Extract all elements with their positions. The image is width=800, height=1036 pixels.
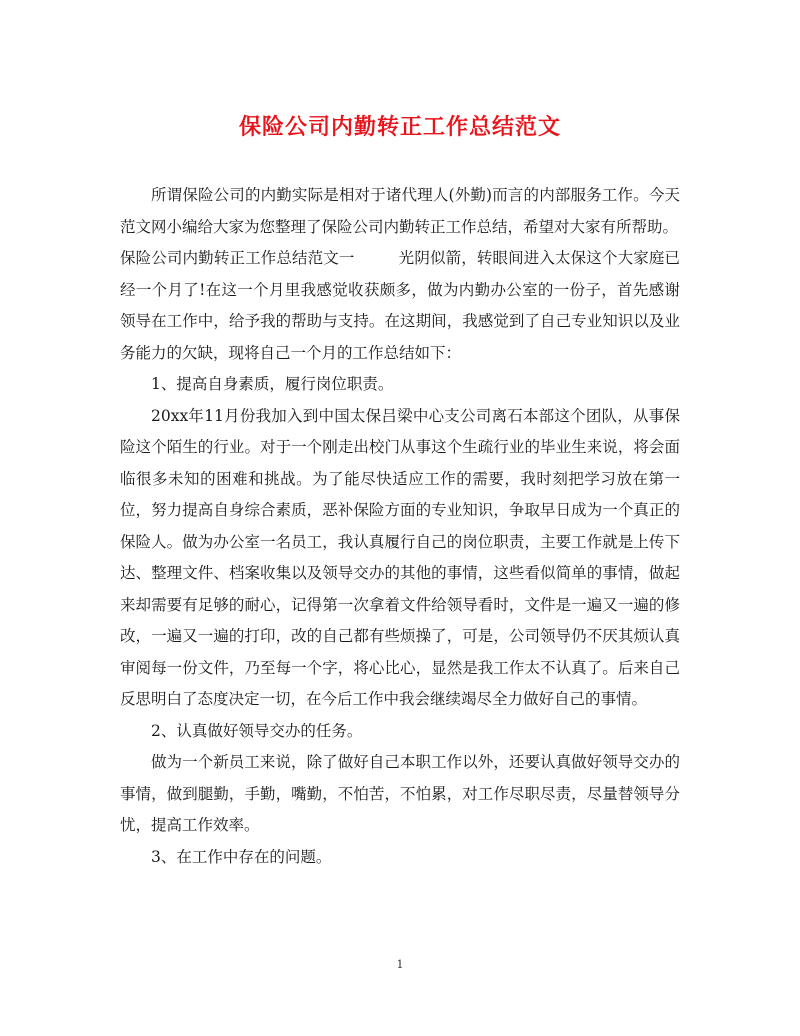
section2-paragraph: 做为一个新员工来说，除了做好自己本职工作以外，还要认真做好领导交办的事情，做到腿勤，手勤，嘴勤，不怕苦，不怕累，对工作尽职尽责，尽量替领导分忧，提高工作效率。 [120, 753, 680, 834]
sample-opening: 光阴似箭，转眼间进入太保这个大家庭已经一个月了!在这一个月里我感觉收获颇多，做为内勤办公室的一份子，首先感谢领导在工作中，给予我的帮助与支持。在这期间，我感觉到了自己专业知识以及业务能力的欠缺，现将自己一个月的工作总结如下： [120, 249, 680, 362]
intro-paragraph: 所谓保险公司的内勤实际是相对于诸代理人(外勤)而言的内部服务工作。今天范文网小编给大家为您整理了保险公司内勤转正工作总结，希望对大家有所帮助。 [120, 186, 680, 236]
sample-heading: 保险公司内勤转正工作总结范文一 [120, 249, 355, 267]
sample-paragraph [120, 243, 680, 369]
section2-heading: 2、认真做好领导交办的任务。 [151, 721, 363, 740]
document-body [120, 180, 680, 873]
section3-heading: 3、在工作中存在的问题。 [151, 847, 332, 866]
section1-paragraph: 20xx年11月份我加入到中国太保吕梁中心支公司离石本部这个团队，从事保险这个陌生的行业。对于一个刚走出校门从事这个生疏行业的毕业生来说，将会面临很多未知的困难和挑战。为了能尽快适应工作的需要，我时刻把学习放在第一位，努力提高自身综合素质，恶补保险方面的专业知识，争取早日成为一个真正的保险人。做为办公室一名员工，我认真履行自己的岗位职责，主要工作就是上传下达、整理文件、档案收集以及领导交办的其他的事情，这些看似简单的事情，做起来却需要有足够的耐心，记得第一次拿着文件给领导看时，文件是一遍又一遍的修改，一遍又一遍的打印，改的自己都有些烦操了，可是，公司领导仍不厌其烦认真审阅每一份文件，乃至每一个字，将心比心，显然是我工作太不认真了。后来自己反思明白了态度决定一切，在今后工作中我会继续竭尽全力做好自己的事情。 [120, 406, 680, 708]
page-number: 1 [396, 958, 404, 971]
section1-heading: 1、提高自身素质，履行岗位职责。 [151, 375, 394, 393]
document-title: 保险公司内勤转正工作总结范文 [238, 114, 561, 140]
